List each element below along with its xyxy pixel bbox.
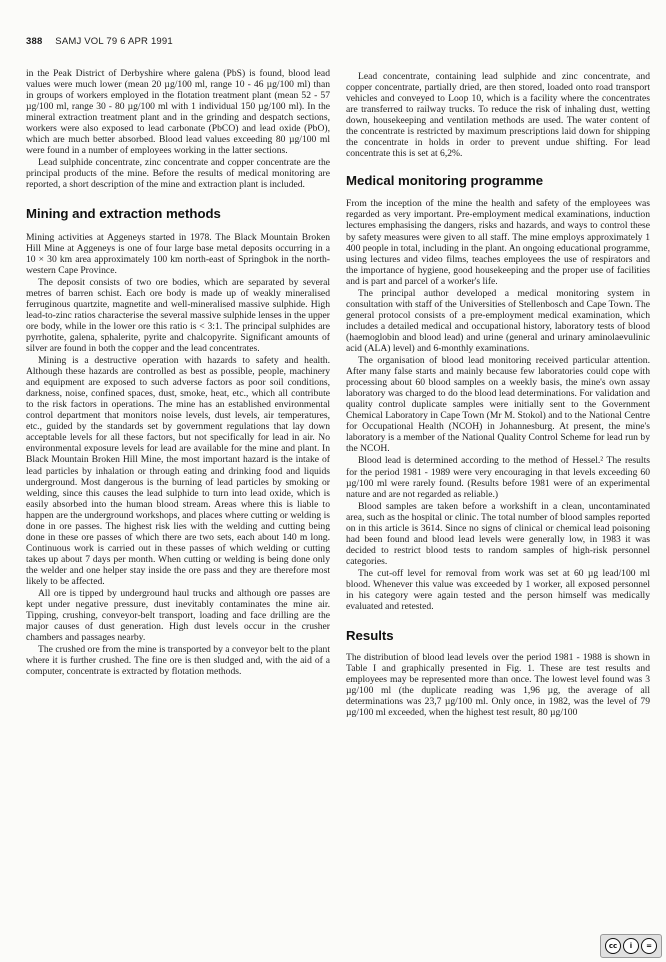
paragraph: Blood lead is determined according to the method of Hessel.² The results for the period 1981 - 1989 were very encouraging in that levels exceeding 60 µg/100 ml were rarely found. (Results before 1981 were of an experimental nature and are not regarded as reliable.): [346, 455, 650, 500]
paragraph: The deposit consists of two ore bodies, which are separated by several metres of barren schist. Each ore body is made up of weakly mineralised ferruginous quartzite, magnetite and well-mineralised massive sulphide. High lead-to-zinc ratios characterise the several massive sulphide lenses in the upper ore body, while in the lower ore this ratio is < 3:1. The principal sulphides are pyrrhotite, galena, sphalerite, pyrite and chalcopyrite. Significant amounts of silver are found in both the copper and the lead concentrates.: [26, 276, 330, 354]
right-column: [346, 71, 650, 719]
paragraph: Mining activities at Aggeneys started in 1978. The Black Mountain Broken Hill Mine at Aggeneys is one of four large base metal deposits occurring in a 10 × 30 km area approximately 100 km north-east of Springbok in the north-western Cape Province.: [26, 231, 330, 276]
page-number: 388: [26, 36, 43, 47]
attribution-icon: i: [623, 938, 639, 954]
paragraph: The principal author developed a medical monitoring system in consultation with staff of the Universities of Stellenbosch and Cape Town. The general protocol consists of a pre-employment medical examination, which includes a detailed medical and occupational history, laboratory tests of blood (haemoglobin and blood lead) and urine (general and urinary aminolaevulinic acid (ALA) level) and 6-monthly examinations.: [346, 287, 650, 354]
paragraph: The cut-off level for removal from work was set at 60 µg lead/100 ml blood. Whenever this value was exceeded by 1 worker, all exposed personnel in his category were again tested and the person himself was medically evaluated and retested.: [346, 567, 650, 613]
paragraph: in the Peak District of Derbyshire where galena (PbS) is found, blood lead values were much lower (mean 20 µg/100 ml, range 10 - 46 µg/100 ml) than in groups of workers employed in the flotation treatment plant (mean 52 - 57 µg/100 ml, range 30 - 80 µg/100 ml with 1 individual 150 µg/100 ml). In the mineral extraction treatment plant and in the grinding and despatch sections, workers were also exposed to lead carbonate (PbCO) and lead oxide (PbO), which are much better absorbed. Blood lead values exceeding 80 µg/100 ml were found in a number of employees working in the latter sections.: [26, 68, 330, 157]
section-heading-results: Results: [346, 628, 394, 644]
section-heading-mining: Mining and extraction methods: [26, 205, 221, 221]
paragraph: Lead concentrate, containing lead sulphide and zinc concentrate, and copper concentrate, partially dried, are then stored, loaded onto road transport vehicles and conveyed to Loop 10, which is a facility where the concentrates are transferred to railway trucks. To reduce the risk of inhaling dust, wetting down, housekeeping and ventilation methods are used. The water content of the concentrate is restricted by maximum prescriptions laid down for shipping the concentrate in holds in order to prevent undue shifting. For lead concentrate this is set at 6,2%.: [346, 71, 650, 160]
paragraph: The organisation of blood lead monitoring received particular attention. After many false starts and mainly because few laboratories could cope with processing about 60 blood samples on a weekly basis, the mine's own assay laboratory was charged to do the blood lead determinations. For validation and quality control duplicate samples were initially sent to the Government Chemical Laboratory in Cape Town (Mr M. Stokol) and to the National Centre for Occupational Health (NCOH) in Johannesburg. At present, the mine's laboratory is a member of the National Quality Control Scheme for lead run by the NCOH.: [346, 355, 650, 455]
paragraph: All ore is tipped by underground haul trucks and although ore passes are kept under negative pressure, dust inevitably contaminates the mine air. Tipping, crushing, conveyor-belt transport, loading and face drilling are the major causes of dust generation. High dust levels occur in the crusher chambers and passages nearby.: [26, 588, 330, 644]
paragraph: The distribution of blood lead levels over the period 1981 - 1988 is shown in Table I and graphically presented in Fig. 1. These are test results and employees may be represented more than once. The lowest level found was 3 µg/100 ml (the duplicate reading was 1,96 µg, the average of all determinations was 23,7 µg/100 ml. Only once, in 1982, was the level of 79 µg/100 ml exceeded, when the highest test result, 80 µg/100: [346, 652, 650, 719]
no-derivatives-icon: =: [641, 938, 657, 954]
paragraph: From the inception of the mine the health and safety of the employees was regarded as very important. Pre-employment medical examinations, induction lectures emphasising the dangers, risks and hazards, and ways to control these by safety measures were given to all staff. The mine employs approximately 1 400 people in total, including in the plant. An ongoing educational programme, using lectures and video films, teaches employees the use of respirators and the importance of hygiene, good housekeeping and the proper use of facilities and is part and parcel of a worker's life.: [346, 198, 650, 287]
journal-citation: SAMJ VOL 79 6 APR 1991: [55, 36, 173, 47]
left-column: [26, 68, 330, 678]
paragraph: Mining is a destructive operation with hazards to safety and health. Although these hazards are controlled as best as possible, people, machinery and equipment are exposed to such adverse factors as poor soil conditions, darkness, noise, confined spaces, dust, smoke, heat, etc., which all contribute to the risk factors in operations. The mine has an established environmental control department that monitors noise levels, dust levels, air temperatures, etc., guided by the standards set by government regulations that lay down acceptable levels for all these factors, but not specifically for lead in air. No environmental exposure levels for lead are available for the mine and plant. In Black Mountain Broken Hill Mine, the most important hazard is the intake of lead particles by inhalation or through eating and drinking food and liquids underground. Most dangerous is the burning of lead particles by smoking or welding, since this causes the lead sulphide to turn into lead oxide, which is easily absorbed into the human blood stream. Areas where this is liable to happen are the underground workshops, and places where cutting or welding is done in ore passes. The highest risk lies with the welding and cutting being done in these ore passes of which there are two sets, each about 140 m long. Continuous work is carried out in these passes of which welding or cutting takes up about 7 days per month. When cutting or welding is being done only the welder and one helper stay inside the ore pass and they are therefore most likely to be affected.: [26, 355, 330, 587]
creative-commons-license-badge: [600, 934, 662, 958]
paragraph: The crushed ore from the mine is transported by a conveyor belt to the plant where it is further crushed. The fine ore is then sludged and, with the aid of a computer, concentrate is extracted by flotation methods.: [26, 644, 330, 678]
cc-icon: cc: [605, 938, 621, 954]
section-heading-medical: Medical monitoring programme: [346, 173, 544, 189]
paragraph: Blood samples are taken before a workshift in a clean, uncontaminated area, such as the hospital or clinic. The total number of blood samples reported on in this article is 3614. Since no signs of clinical or chemical lead poisoning had been found and blood lead levels were generally low, in 1983 it was decided to restrict blood tests to random samples of high-risk personnel categories.: [346, 500, 650, 567]
running-header: [26, 36, 173, 47]
paragraph: Lead sulphide concentrate, zinc concentrate and copper concentrate are the principal products of the mine. Before the results of medical monitoring are reported, a short description of the mine and extraction plant is included.: [26, 157, 330, 191]
